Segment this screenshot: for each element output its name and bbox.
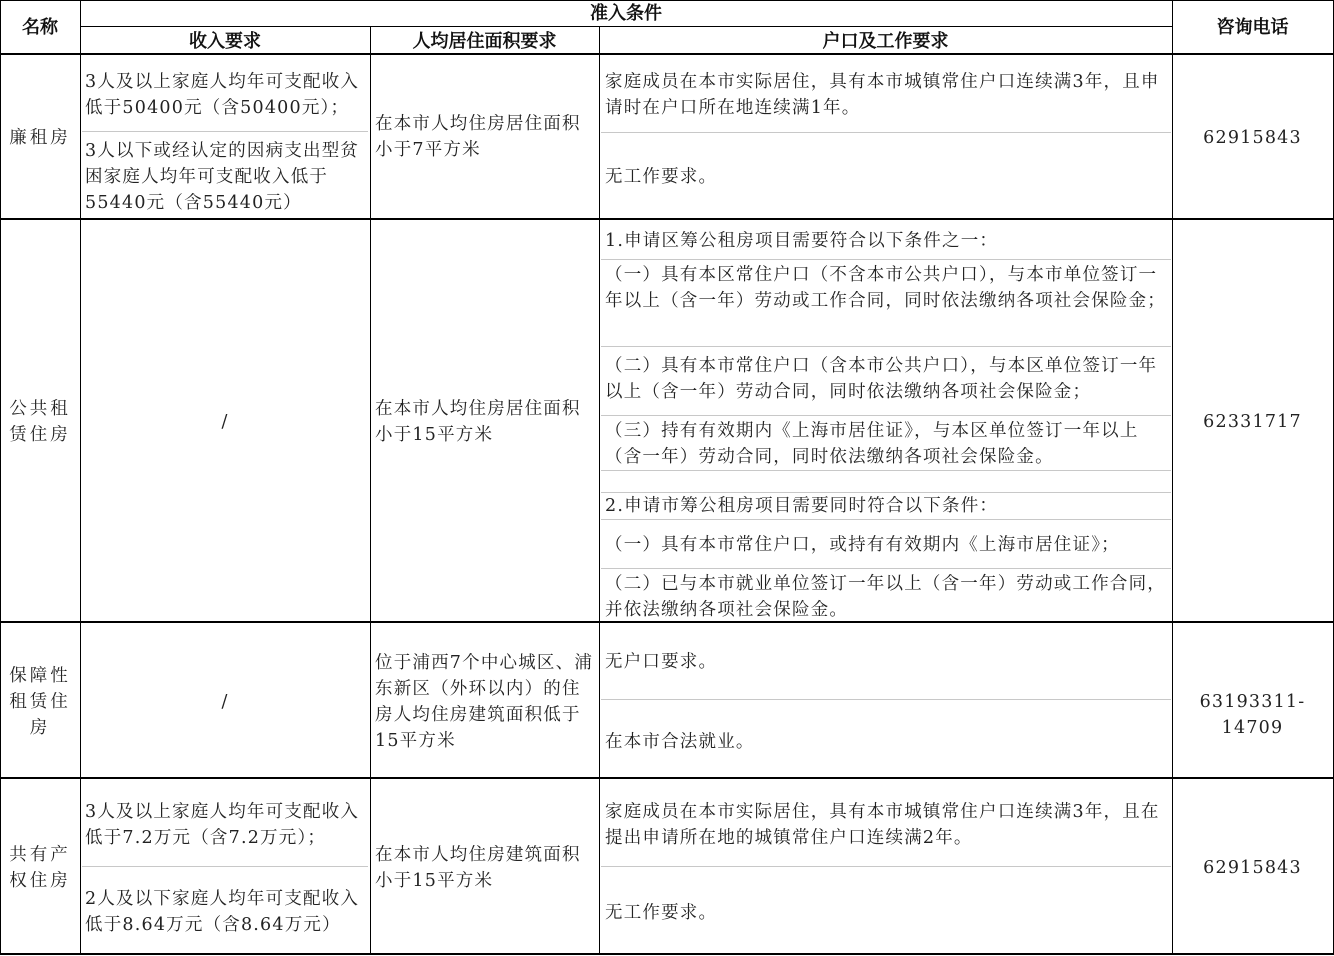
- income-text: 3人以下或经认定的因病支出型贫困家庭人均年可支配收入低于55440元（含55440元）: [85, 141, 360, 213]
- header-phone: 咨询电话: [1216, 17, 1289, 38]
- header-income: 收入要求: [189, 31, 261, 52]
- area-text: 在本市人均住房建筑面积小于15平方米: [375, 845, 581, 891]
- header-area: 人均居住面积要求: [412, 31, 557, 52]
- row-name: 公共租赁住房: [9, 399, 71, 445]
- hukou-text: 2.申请市筹公租房项目需要同时符合以下条件：: [605, 496, 999, 516]
- income-text: 3人及以上家庭人均年可支配收入低于7.2万元（含7.2万元）；: [85, 802, 360, 848]
- hukou-text: 1.申请区筹公租房项目需要符合以下条件之一：: [605, 231, 999, 251]
- hukou-text: （三）持有有效期内《上海市居住证》，与本区单位签订一年以上（含一年）劳动合同，同时依法缴纳各项社会保险金。: [605, 421, 1139, 467]
- row-name: 保障性租赁住房: [9, 666, 71, 738]
- income-text: /: [221, 412, 229, 432]
- hukou-text: 无工作要求。: [605, 903, 718, 923]
- area-text: 在本市人均住房居住面积小于7平方米: [375, 114, 581, 160]
- header-name: 名称: [22, 17, 58, 38]
- hukou-text: 家庭成员在本市实际居住，具有本市城镇常住户口连续满3年，且在提出申请所在地的城镇常住户口连续满2年。: [605, 802, 1160, 848]
- row-name: 廉租房: [9, 128, 71, 148]
- phone-number: 63193311-14709: [1199, 692, 1306, 738]
- hukou-text: （一）具有本区常住户口（不含本市公共户口），与本市单位签订一年以上（含一年）劳动或工作合同，同时依法缴纳各项社会保险金；: [605, 265, 1166, 311]
- area-text: 位于浦西7个中心城区、浦东新区（外环以内）的住房人均住房建筑面积低于15平方米: [375, 653, 594, 751]
- phone-number: 62331717: [1203, 412, 1302, 432]
- hukou-text: 家庭成员在本市实际居住，具有本市城镇常住户口连续满3年，且申请时在户口所在地连续满1年。: [605, 72, 1160, 118]
- hukou-text: （二）具有本市常住户口（含本市公共户口），与本区单位签订一年以上（含一年）劳动合同，同时依法缴纳各项社会保险金；: [605, 356, 1158, 402]
- header-hukou: 户口及工作要求: [822, 31, 949, 52]
- phone-number: 62915843: [1203, 128, 1302, 148]
- hukou-text: （一）具有本市常住户口，或持有有效期内《上海市居住证》；: [605, 535, 1120, 555]
- phone-number: 62915843: [1203, 858, 1302, 878]
- hukou-text: 在本市合法就业。: [605, 732, 755, 752]
- header-conditions: 准入条件: [590, 3, 662, 24]
- row-name: 共有产权住房: [9, 845, 71, 891]
- income-text: /: [221, 692, 229, 712]
- area-text: 在本市人均住房居住面积小于15平方米: [375, 399, 581, 445]
- hukou-text: （二）已与本市就业单位签订一年以上（含一年）劳动或工作合同，并依法缴纳各项社会保险金。: [605, 574, 1166, 620]
- hukou-text: 无工作要求。: [605, 167, 718, 187]
- income-text: 2人及以下家庭人均年可支配收入低于8.64万元（含8.64万元）: [85, 889, 360, 935]
- income-text: 3人及以上家庭人均年可支配收入低于50400元（含50400元）；: [85, 72, 360, 118]
- hukou-text: 无户口要求。: [605, 652, 718, 672]
